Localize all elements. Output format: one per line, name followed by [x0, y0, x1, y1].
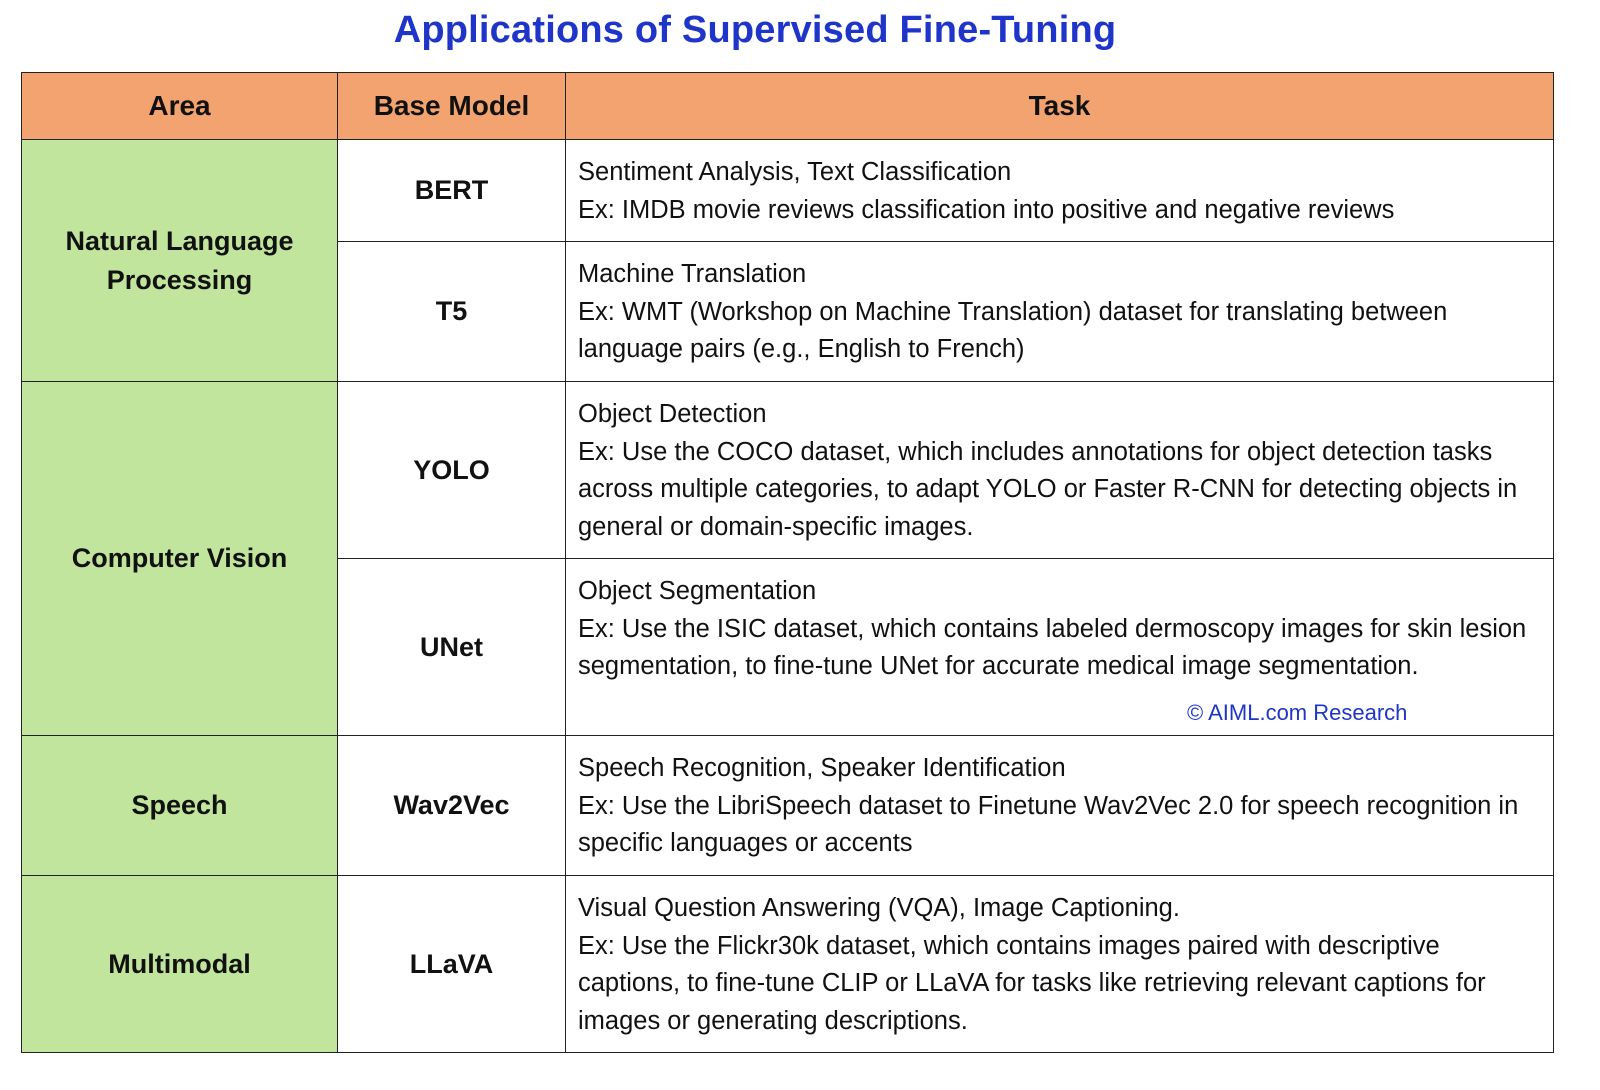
task-example: Ex: IMDB movie reviews classification into positive and negative reviews	[578, 195, 1395, 224]
task-example: Ex: Use the Flickr30k dataset, which contains images paired with descriptive captions, to fine-tune CLIP or LLaVA for tasks like retrieving relevant captions for images or generating descriptions.	[578, 931, 1486, 1035]
table-row	[22, 140, 1554, 242]
task-example: Ex: Use the COCO dataset, which includes annotations for object detection tasks across multiple categories, to adapt YOLO or Faster R-CNN for detecting objects in general or domain-specific images.	[578, 437, 1518, 541]
model-cell: YOLO	[338, 382, 566, 559]
task-example: Ex: WMT (Workshop on Machine Translation) dataset for translating between language pairs (e.g., English to French)	[578, 297, 1448, 363]
area-nlp: Natural Language Processing	[22, 140, 338, 382]
task-title: Speech Recognition, Speaker Identification	[578, 754, 1066, 782]
task-title: Sentiment Analysis, Text Classification	[578, 158, 1012, 186]
task-title: Visual Question Answering (VQA), Image Captioning.	[578, 894, 1180, 922]
table-row	[22, 382, 1554, 559]
table-row	[22, 876, 1554, 1053]
task-cell	[566, 140, 1554, 242]
task-cell	[566, 382, 1554, 559]
model-cell: UNet	[338, 559, 566, 736]
area-multimodal: Multimodal	[22, 876, 338, 1053]
model-cell: Wav2Vec	[338, 736, 566, 876]
task-cell	[566, 242, 1554, 382]
applications-table	[21, 72, 1554, 1053]
header-row	[22, 73, 1554, 140]
header-task: Task	[566, 73, 1554, 140]
table-row	[22, 736, 1554, 876]
task-cell	[566, 876, 1554, 1053]
task-title: Machine Translation	[578, 260, 807, 288]
task-example: Ex: Use the LibriSpeech dataset to Finetune Wav2Vec 2.0 for speech recognition in specific languages or accents	[578, 791, 1519, 857]
header-base-model: Base Model	[338, 73, 566, 140]
task-title: Object Segmentation	[578, 577, 817, 605]
task-title: Object Detection	[578, 400, 767, 428]
area-computer-vision: Computer Vision	[22, 382, 338, 736]
area-speech: Speech	[22, 736, 338, 876]
task-cell	[566, 736, 1554, 876]
page-title: Applications of Supervised Fine-Tuning	[393, 9, 1117, 51]
model-cell: BERT	[338, 140, 566, 242]
header-area: Area	[22, 73, 338, 140]
task-example: Ex: Use the ISIC dataset, which contains labeled dermoscopy images for skin lesion segmentation, to fine-tune UNet for accurate medical image segmentation.	[578, 614, 1527, 680]
model-cell: LLaVA	[338, 876, 566, 1053]
copyright-notice: © AIML.com Research	[1187, 700, 1408, 725]
model-cell: T5	[338, 242, 566, 382]
